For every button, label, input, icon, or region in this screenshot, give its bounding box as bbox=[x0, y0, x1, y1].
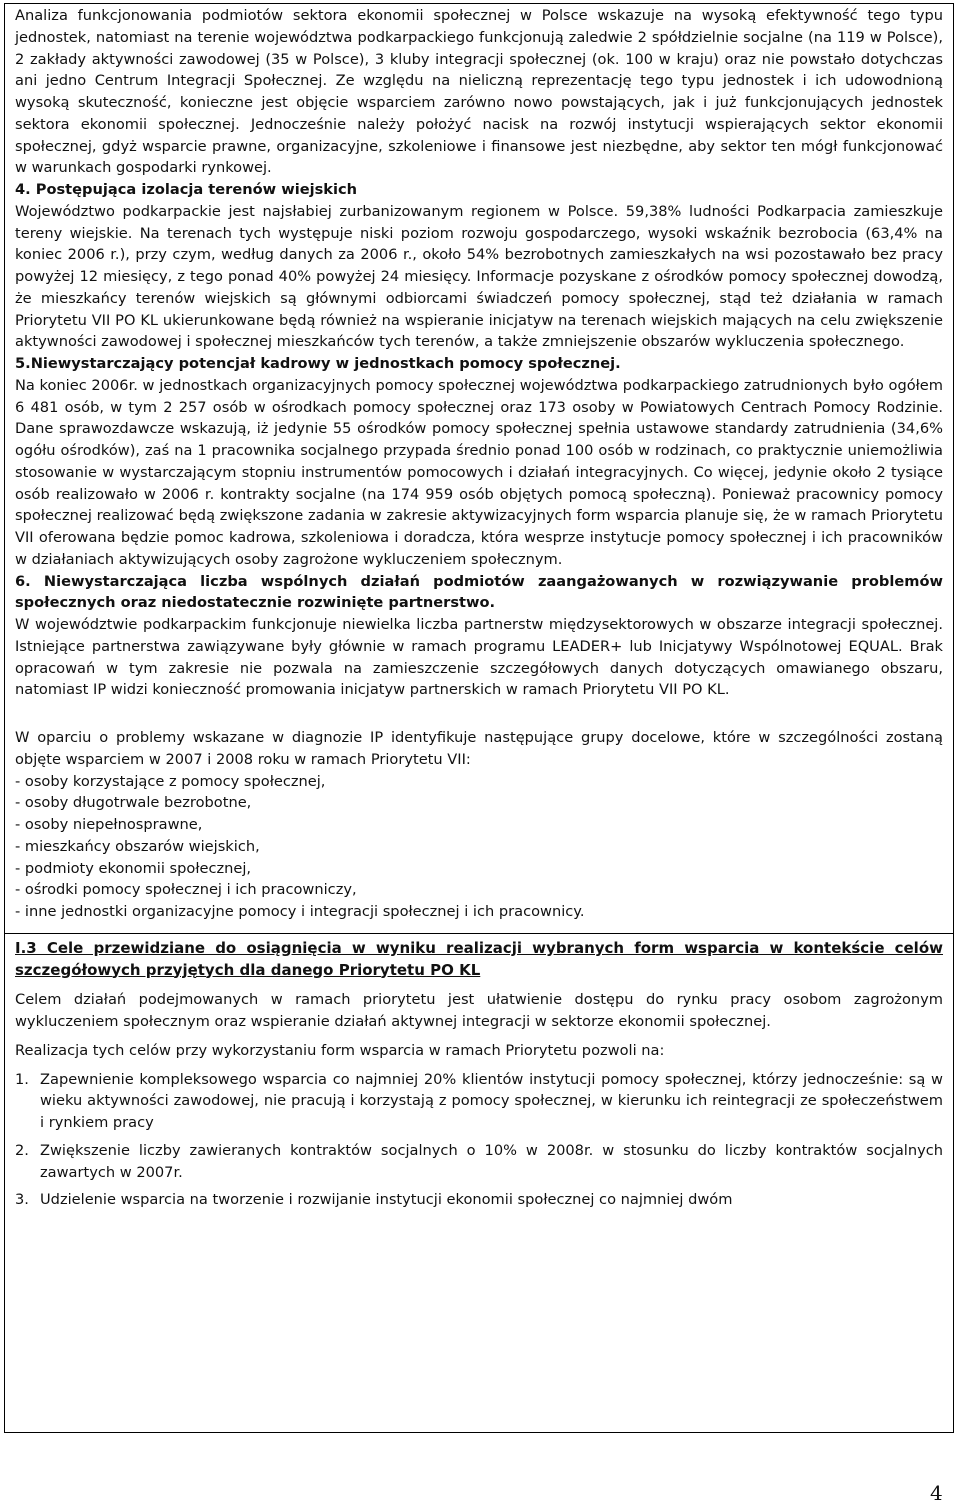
goals-list bbox=[15, 1069, 943, 1212]
paragraph-rural-isolation: Województwo podkarpackie jest najsłabiej zurbanizowanym regionem w Polsce. 59,38% ludności Podkarpacia zamieszkuje tereny wiejskie. Na terenach tych występuje niski poziom rozwoju gospodarczego, wysoki wskaźnik bezrobocia (63,4% na koniec 2006 r.), przy czym, według danych za 2006 r., około 54% bezrobotnych zamieszkałych na wsi pozostawało bez pracy powyżej 12 miesięcy, z tego ponad 40% powyżej 24 miesięcy. Informacje pozyskane z ośrodków pomocy społecznej dowodzą, że mieszkańcy terenów wiejskich są głównymi odbiorcami świadczeń pomocy społecznej, stąd też działania w ramach Priorytetu VII PO KL ukierunkowane będą również na wspieranie inicjatyw na terenach wiejskich mających na celu zwiększenie aktywności zawodowej i społecznej mieszkańców tych terenów, a także zmniejszenie obszarów wykluczenia społecznego. bbox=[15, 202, 943, 351]
document-frame bbox=[4, 3, 954, 1433]
goals-section bbox=[5, 934, 953, 1211]
paragraph-social-economy: Analiza funkcjonowania podmiotów sektora ekonomii społecznej w Polsce wskazuje na wysoką efektywność tego typu jednostek, natomiast na terenie województwa podkarpackiego funkcjonują zaledwie 2 spółdzielnie socjalne (na 119 w Polsce), 2 zakłady aktywności zawodowej (35 w Polsce), 3 kluby integracji społecznej (ok. 100 w kraju) oraz nie powstało dotychczas ani jedno Centrum Integracji Społecznej. Ze względu na nieliczną reprezentację tego typu jednostek i ich udowodnioną wysoką skuteczność, konieczne jest objęcie wsparciem zarówno nowo powstających, jak i już funkcjonujących jednostek sektora ekonomii społecznej. Jednocześnie należy położyć nacisk na rozwój instytucji wspierających sektor ekonomii społecznej, gdyż wsparcie prawne, organizacyjne, szkoleniowe i finansowe jest niezbędne, aby sektor ten mógł funkcjonować w warunkach gospodarki rynkowej. bbox=[15, 7, 943, 177]
page-number: 4 bbox=[930, 1481, 943, 1505]
list-item: - ośrodki pomocy społecznej i ich pracowniczy, bbox=[15, 881, 357, 899]
list-item: - mieszkańcy obszarów wiejskich, bbox=[15, 837, 260, 855]
heading-goals: I.3 Cele przewidziane do osiągnięcia w wyniku realizacji wybranych form wsparcia w kontekście celów szczegółowych przyjętych dla danego Priorytetu PO KL bbox=[15, 938, 943, 979]
paragraph-goals-aim: Celem działań podejmowanych w ramach priorytetu jest ułatwienie dostępu do rynku pracy osobom zagrożonym wykluczeniem społecznym oraz wspieranie działań aktywnej integracji w sektorze ekonomii społecznej. bbox=[15, 991, 943, 1030]
list-item-number: 2. bbox=[15, 1141, 29, 1159]
list-item-number: 1. bbox=[15, 1070, 29, 1088]
heading-staff-potential: 5.Niewystarczający potencjał kadrowy w jednostkach pomocy społecznej. bbox=[15, 355, 621, 372]
list-item: - osoby niepełnosprawne, bbox=[15, 816, 203, 833]
list-item-text: Udzielenie wsparcia na tworzenie i rozwijanie instytucji ekonomii społecznej co najmniej dwóm bbox=[40, 1191, 733, 1209]
heading-rural-isolation: 4. Postępująca izolacja terenów wiejskich bbox=[15, 181, 358, 198]
paragraph-target-groups-intro: W oparciu o problemy wskazane w diagnozie IP identyfikuje następujące grupy docelowe, które w szczególności zostaną objęte wsparciem w 2007 i 2008 roku w ramach Priorytetu VII: bbox=[15, 729, 943, 768]
target-groups-list bbox=[15, 771, 943, 923]
paragraph-partnership: W województwie podkarpackim funkcjonuje niewielka liczba partnerstw międzysektorowych w obszarze integracji społecznej. Istniejące partnerstwa zawiązywane były głównie w ramach programu LEADER+ lub Inicjatywy Wspólnotowej EQUAL. Brak opracowań w tym zakresie nie pozwala na zamieszczenie szczegółowych danych dotyczących omawianego obszaru, natomiast IP widzi konieczność promowania inicjatyw partnerskich w ramach Priorytetu VII PO KL. bbox=[15, 616, 943, 699]
list-item: - osoby korzystające z pomocy społecznej, bbox=[15, 772, 326, 790]
list-item bbox=[15, 1189, 943, 1211]
list-item-text: Zwiększenie liczby zawieranych kontraktów socjalnych o 10% w 2008r. w stosunku do liczby kontraktów socjalnych zawartych w 2007r. bbox=[40, 1141, 943, 1181]
list-item-text: Zapewnienie kompleksowego wsparcia co najmniej 20% klientów instytucji pomocy społecznej, którzy jednocześnie: są w wieku aktywności zawodowej, nie pracują i korzystają z pomocy społecznej, w kierunku ich reintegracji ze społeczeństwem i rynkiem pracy bbox=[40, 1070, 943, 1131]
heading-partnership: 6. Niewystarczająca liczba wspólnych działań podmiotów zaangażowanych w rozwiązywanie problemów społecznych oraz niedostatecznie rozwinięte partnerstwo. bbox=[15, 572, 943, 612]
list-item-number: 3. bbox=[15, 1191, 29, 1209]
list-item: - inne jednostki organizacyjne pomocy i integracji społecznej i ich pracownicy. bbox=[15, 903, 585, 920]
list-item: - podmioty ekonomii społecznej, bbox=[15, 859, 252, 877]
paragraph-staff-potential: Na koniec 2006r. w jednostkach organizacyjnych pomocy społecznej województwa podkarpackiego zatrudnionych było ogółem 6 481 osób, w tym 2 257 osób w ośrodkach pomocy społecznej oraz 173 osoby w Powiatowych Centrach Pomocy Rodzinie. Dane sprawozdawcze wskazują, iż jedynie 55 ośrodków pomocy społecznej spełnia ustawowe standardy zatrudnienia (34,6% ogółu ośrodków), zaś na 1 pracownika socjalnego przypada średnio ponad 100 osób w rodzinach, co praktycznie uniemożliwia stosowanie w wystarczającym stopniu instrumentów pomocowych i działań integracyjnych. Co więcej, jedynie około 2 tysiące osób realizowało w 2006 r. kontrakty socjalne (na 174 959 osób objętych pomocą społeczną). Ponieważ pracownicy pomocy społecznej realizować będą zwiększone zadania w zakresie aktywizacyjnych form wsparcia planuje się, że w ramach Priorytetu VII oferowana będzie pomoc kadrowa, szkoleniowa i doradcza, która wesprze instytucje pomocy społecznej i ich pracowników w działaniach aktywizujących osoby zagrożone wykluczeniem społecznym. bbox=[15, 376, 943, 568]
target-groups-section bbox=[5, 701, 953, 933]
list-item bbox=[15, 1140, 943, 1184]
paragraph-goals-intro: Realizacja tych celów przy wykorzystaniu form wsparcia w ramach Priorytetu pozwoli na: bbox=[15, 1041, 665, 1059]
list-item: - osoby długotrwale bezrobotne, bbox=[15, 794, 252, 812]
diagnosis-section bbox=[5, 4, 953, 701]
list-item bbox=[15, 1069, 943, 1134]
